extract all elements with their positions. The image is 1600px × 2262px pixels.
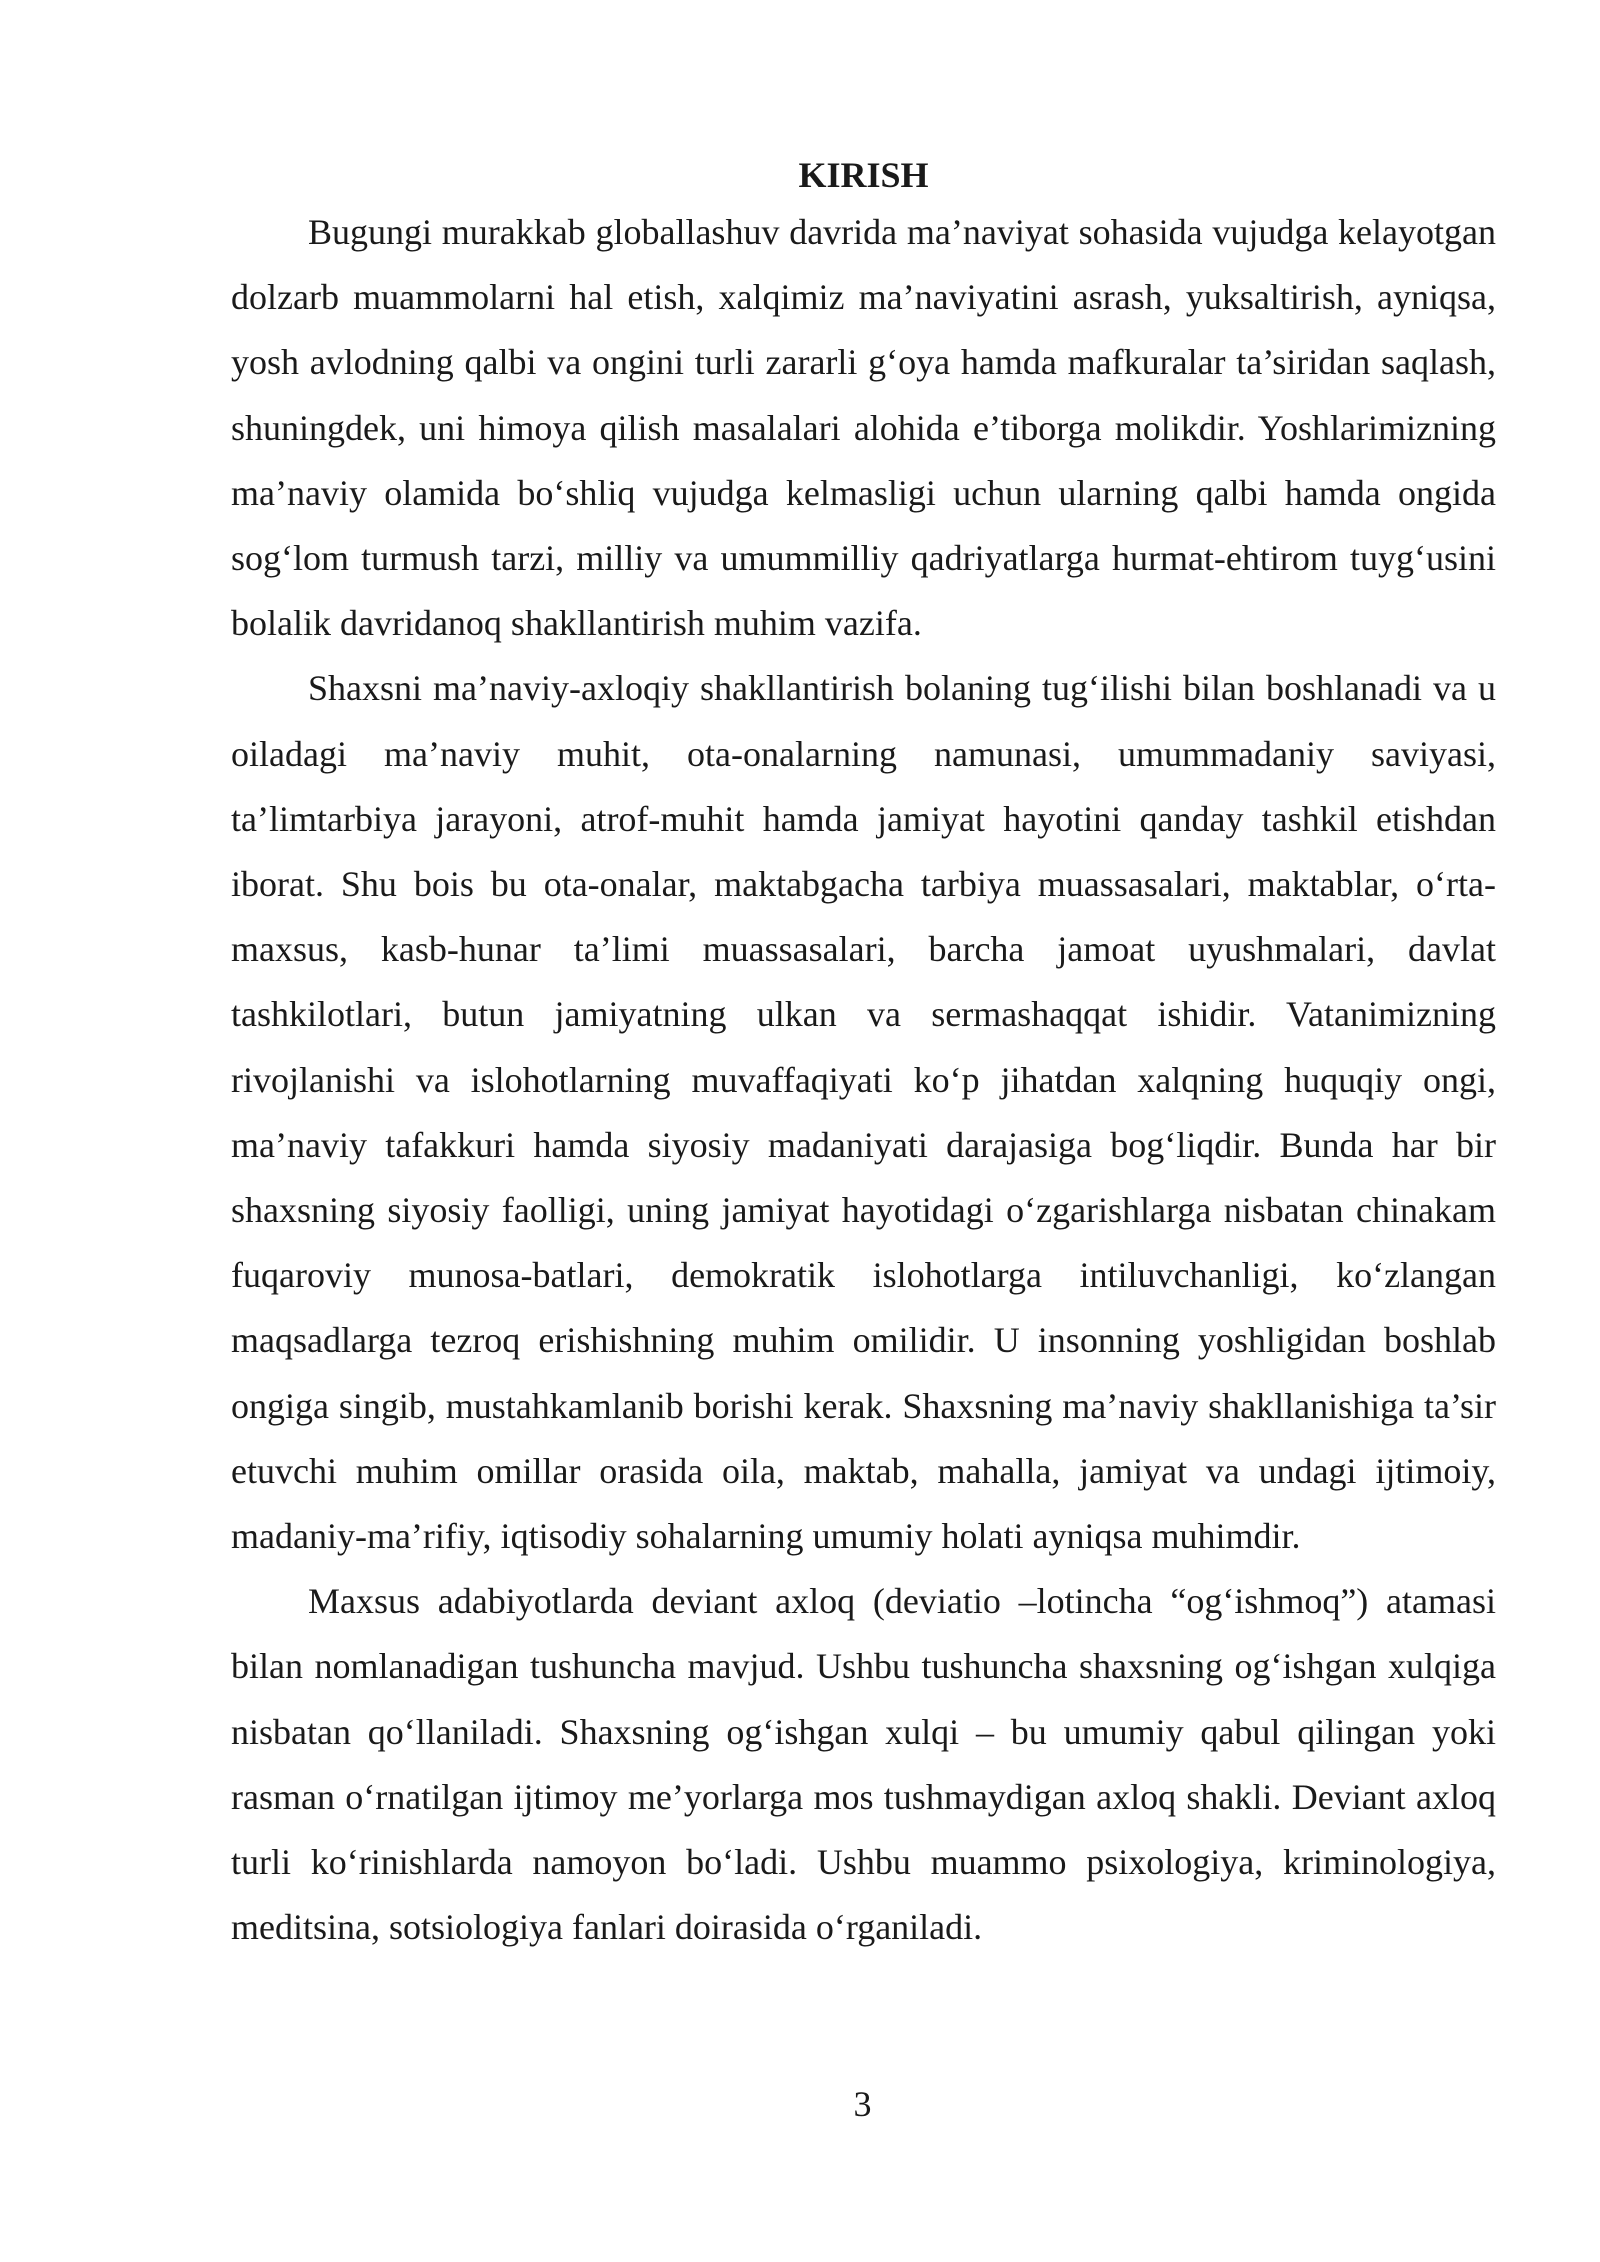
page-number: 3 [853,2084,872,2124]
section-heading: KIRISH [798,155,929,195]
document-body [231,150,1496,1960]
paragraph-2: Shaxsni ma’naviy-axloqiy shakllantirish bolaning tug‘ilishi bilan boshlanadi va u oiladagi ma’naviy muhit, ota-onalarning namunasi, umummadaniy saviyasi, ta’limtarbiya jarayoni, atrof-muhit hamda jamiyat hayotini qanday tashkil etishdan iborat. Shu bois bu ota-onalar, maktabgacha tarbiya muassasalari, maktablar, o‘rta-maxsus, kasb-hunar ta’limi muassasalari, barcha jamoat uyushmalari, davlat tashkilotlari, butun jamiyatning ulkan va sermashaqqat ishidir. Vatanimizning rivojlanishi va islohotlarning muvaffaqiyati ko‘p jihatdan xalqning huquqiy ongi, ma’naviy tafakkuri hamda siyosiy madaniyati darajasiga bog‘liqdir. Bunda har bir shaxsning siyosiy faolligi, uning jamiyat hayotidagi o‘zgarishlarga nisbatan chinakam fuqaroviy munosa-batlari, demokratik islohotlarga intiluvchanligi, ko‘zlangan maqsadlarga tezroq erishishning muhim omilidir. U insonning yoshligidan boshlab ongiga singib, mustahkamlanib borishi kerak. Shaxsning ma’naviy shakllanishiga ta’sir etuvchi muhim omillar orasida oila, maktab, mahalla, jamiyat va undagi ijtimoiy, madaniy-ma’rifiy, iqtisodiy sohalarning umumiy holati ayniqsa muhimdir. [231,668,1496,1557]
paragraph-3: Maxsus adabiyotlarda deviant axloq (deviatio –lotincha “og‘ishmoq”) atamasi bilan nomlanadigan tushuncha mavjud. Ushbu tushuncha shaxsning og‘ishgan xulqiga nisbatan qo‘llaniladi. Shaxsning og‘ishgan xulqi – bu umumiy qabul qilingan yoki rasman o‘rnatilgan ijtimoy me’yorlarga mos tushmaydigan axloq shakli. Deviant axloq turli ko‘rinishlarda namoyon bo‘ladi. Ushbu muammo psixologiya, kriminologiya, meditsina, sotsiologiya fanlari doirasida o‘rganiladi. [231,1581,1496,1948]
paragraph-1: Bugungi murakkab globallashuv davrida ma’naviyat sohasida vujudga kelayotgan dolzarb muammolarni hal etish, xalqimiz ma’naviyatini asrash, yuksaltirish, ayniqsa, yosh avlodning qalbi va ongini turli zararli g‘oya hamda mafkuralar ta’siridan saqlash, shuningdek, uni himoya qilish masalalari alohida e’tiborga molikdir. Yoshlarimizning ma’naviy olamida bo‘shliq vujudga kelmasligi uchun ularning qalbi hamda ongida sog‘lom turmush tarzi, milliy va umummilliy qadriyatlarga hurmat-ehtirom tuyg‘usini bolalik davridanoq shakllantirish muhim vazifa. [231,212,1496,644]
